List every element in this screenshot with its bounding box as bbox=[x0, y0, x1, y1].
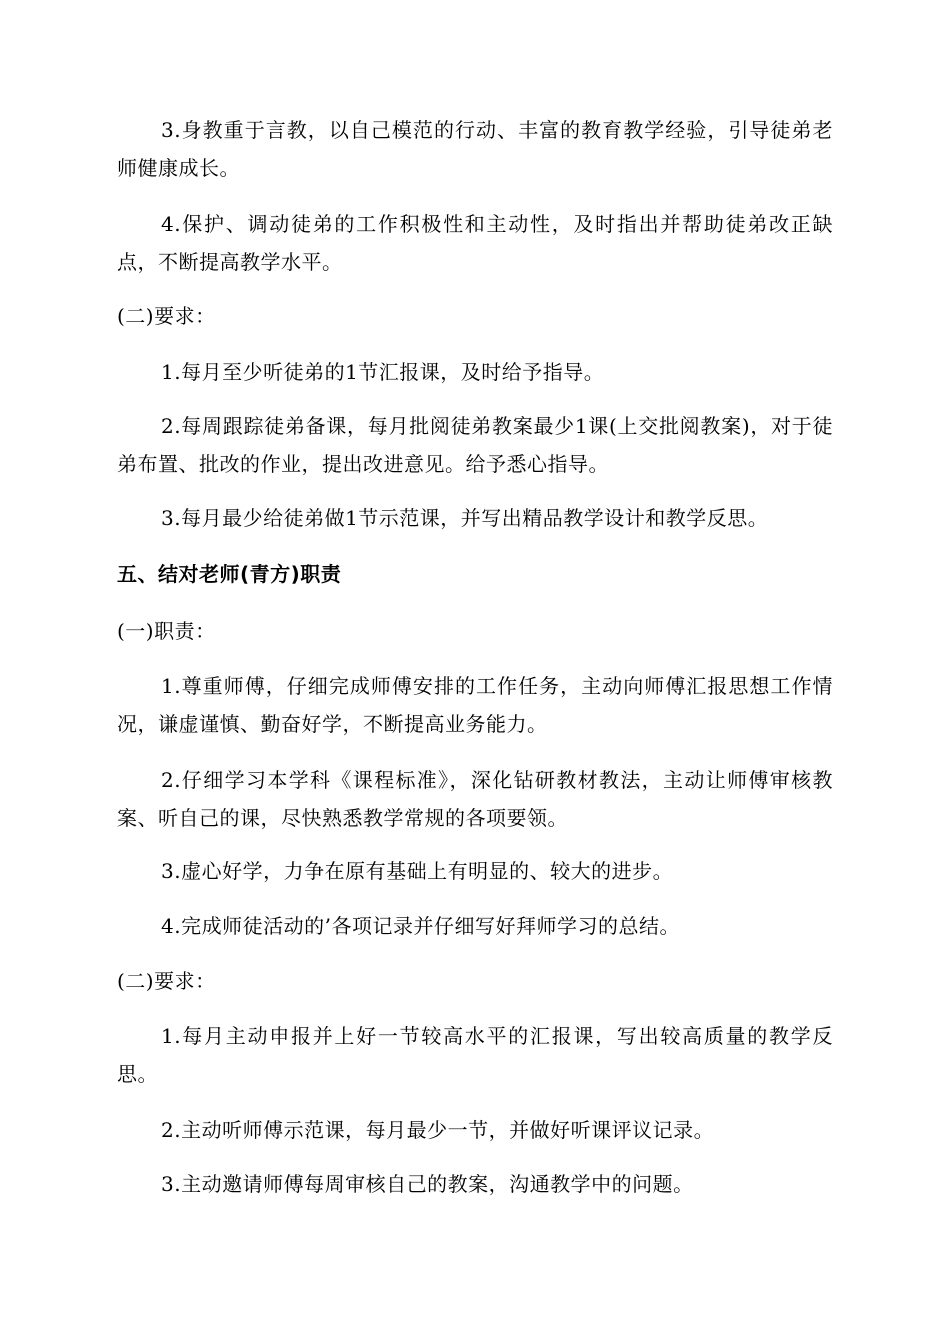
paragraph-mentee-duty-1: 1.尊重师傅，仔细完成师傅安排的工作任务，主动向师傅汇报思想工作情况，谦虚谨慎、勤奋好学，不断提高业务能力。 bbox=[117, 674, 833, 736]
paragraph-mentor-req-2: 2.每周跟踪徒弟备课，每月批阅徒弟教案最少1课(上交批阅教案)，对于徒弟布置、批改的作业，提出改进意见。给予悉心指导。 bbox=[117, 414, 833, 476]
subheading-mentor-requirements: (二)要求： bbox=[117, 304, 216, 328]
paragraph-mentee-req-3: 3.主动邀请师傅每周审核自己的教案，沟通教学中的问题。 bbox=[161, 1172, 694, 1196]
paragraph-mentee-duty-4: 4.完成师徒活动的’各项记录并仔细写好拜师学习的总结。 bbox=[161, 914, 680, 938]
paragraph-mentee-duty-2: 2.仔细学习本学科《课程标准》，深化钻研教材教法，主动让师傅审核教案、听自己的课，尽快熟悉教学常规的各项要领。 bbox=[117, 768, 833, 830]
paragraph-mentee-req-1: 1.每月主动申报并上好一节较高水平的汇报课，写出较高质量的教学反思。 bbox=[117, 1024, 833, 1086]
subheading-mentee-duties: (一)职责： bbox=[117, 619, 216, 643]
section-heading-mentee-duties: 五、结对老师(青方)职责 bbox=[117, 562, 342, 586]
paragraph-mentor-duty-3: 3.身教重于言教，以自己模范的行动、丰富的教育教学经验，引导徒弟老师健康成长。 bbox=[117, 118, 833, 180]
paragraph-mentee-req-2: 2.主动听师傅示范课，每月最少一节，并做好听课评议记录。 bbox=[161, 1118, 715, 1142]
paragraph-mentor-req-1: 1.每月至少听徒弟的1节汇报课，及时给予指导。 bbox=[161, 360, 605, 384]
paragraph-mentee-duty-3: 3.虚心好学，力争在原有基础上有明显的、较大的进步。 bbox=[161, 859, 674, 883]
paragraph-mentor-duty-4: 4.保护、调动徒弟的工作积极性和主动性，及时指出并帮助徒弟改正缺点，不断提高教学水平。 bbox=[117, 212, 833, 274]
paragraph-mentor-req-3: 3.每月最少给徒弟做1节示范课，并写出精品教学设计和教学反思。 bbox=[161, 506, 769, 530]
subheading-mentee-requirements: (二)要求： bbox=[117, 969, 216, 993]
